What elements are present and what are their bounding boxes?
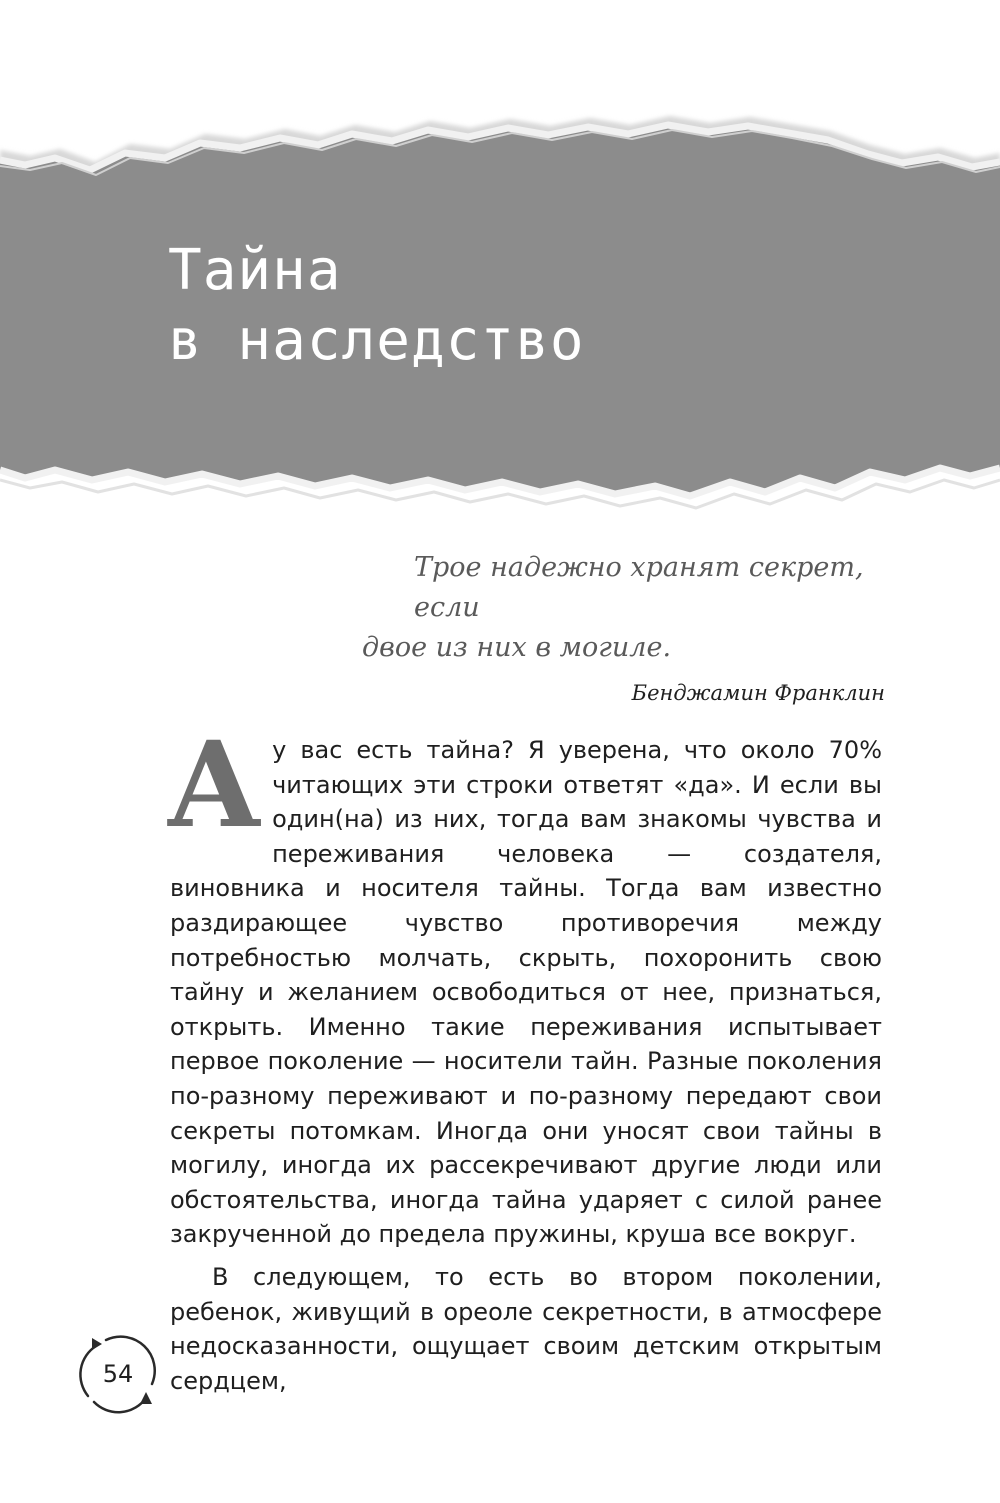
epigraph (330, 548, 885, 708)
chapter-title-line2: в наследство (168, 308, 585, 373)
chapter-title-line1: Тайна (168, 238, 342, 303)
page-number: 54 (102, 1360, 134, 1388)
drop-cap: А (166, 715, 263, 854)
chapter-title (168, 236, 585, 376)
page-number-block (76, 1332, 160, 1416)
paragraph (166, 715, 882, 1252)
paragraph-1-text: у вас есть тайна? Я уверена, что около 70% читающих эти строки ответят «да». И если вы один(на) из них, тогда вам знакомы чувства и переживания человека — создателя, виновника и носителя тайны. Тогда вам известно раздирающее чувство противоречия между потребностью молчать, скрыть, похоронить свою тайну и желанием освободиться от нее, признаться, открыть. Именно такие переживания испытывает первое поколение — носители тайн. Разные поколения по-разному переживают и по-разному передают свои секреты потомкам. Иногда они уносят свои тайны в могилу, иногда их рассекречивают другие люди или обстоятельства, иногда тайна ударяет с силой ранее закрученной до предела пружины, круша все вокруг. (170, 736, 882, 1249)
epigraph-line2: двое из них в могиле. (362, 632, 672, 663)
paragraph-2-text: В следующем, то есть во втором поколении, ребенок, живущий в ореоле секретности, в атмосфере недосказанности, ощущает своим детским открытым сердцем, (170, 1262, 882, 1395)
epigraph-quote (330, 548, 885, 668)
epigraph-author: Бенджамин Франклин (631, 681, 885, 705)
body-text (166, 715, 882, 1398)
epigraph-line1: Трое надежно хранят секрет, если (414, 552, 864, 623)
